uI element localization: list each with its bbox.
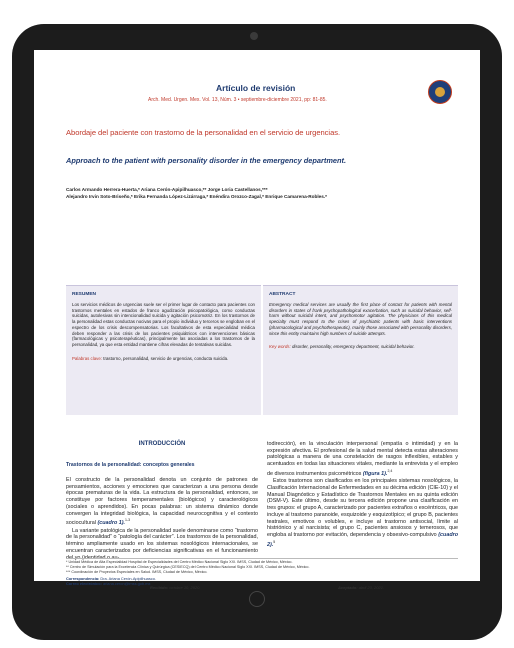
figure-reference: (figura 1). — [362, 470, 388, 477]
email-address[interactable]: ariana.ceron@imss.gob.mx — [102, 581, 151, 586]
column-right — [267, 441, 458, 549]
resumen-heading: RESUMEN — [72, 292, 96, 297]
paragraph-text: todirección), en la vinculación interpersonal (empatía o intimidad) y en la expresión afectiva. El profesional de la salud mental detecta estas alteraciones patológicas a manera de una constelación de rasgos inflexibles, estables y acentuados en todas las situaciones vitales, mediante la entrevista y el empleo de diversos instrumentos psicométricos — [267, 441, 458, 477]
resumen-box — [66, 285, 261, 415]
table-reference: (cuadro 2). — [267, 531, 459, 548]
email — [66, 581, 366, 586]
abstract-text: Emergency medical services are usually the first place of contact for patients with mental disorders in states of frank psychopathological exacerbation, such as suicidal behavior, self-harm without suicidal intent, and psychomotor agitation. The physicians of this medical specialty must respond to the crises of psychiatric patients with basic interventions (pharmacological and psychotherapeutic), mainly those associated with personality disorders, since this entity maintains high numbers of suicide attempts. — [269, 302, 452, 336]
paragraph — [66, 528, 258, 562]
paragraph-text: El constructo de la personalidad denota un conjunto de patrones de pensamientos, acciones y emociones que caracterizan a una persona desde épocas prematuras de la vida. La estructura de la personalidad, entonces, se constituye por factores temperamentales (biológicos) y caracterológicos (sociales o aprendidos). En pocas palabras: un sistema dinámico donde convergen la integridad biológica, la capacidad neurocognitiva y el contexto sociocultural — [66, 477, 258, 527]
home-button[interactable] — [249, 591, 265, 607]
correspondence-label: Correspondencia: — [66, 576, 100, 581]
keywords-label: Key words: — [269, 344, 291, 350]
abstract-heading: ABSTRACT — [269, 292, 296, 297]
accepted-label: Aceptado: — [338, 585, 358, 590]
paragraph-text: Estos trastornos son clasificados en los principales sistemas nosológicos, la Clasificación Internacional de Enfermedades en su décima edición (CIE-10) y el Manual Diagnóstico y Estadístico de Trastornos Mentales en su quinta edición (DSM-V). Este último, desde su tercera edición propone una clasificación en tres grupos: el grupo A, caracterizado por pacientes extraños o excéntricos, que incluye al trastorno paranoide, esquizoide y esquizotípico; el grupo B, pacientes teatrales, emotivos o volubles, e incluye al trastorno antisocial, límite al histriónico y al narcisista; el grupo C, pacientes ansiosos y temerosos, que engloba al trastorno por evitación, dependencia y obsesivo-compulsivo — [267, 478, 458, 538]
received-value: octubre 10, 2020. — [169, 585, 201, 590]
received-date — [150, 585, 201, 590]
accepted-value: abril 23, 2021. — [358, 585, 385, 590]
citation-superscript: 1-3 — [125, 518, 131, 523]
table-reference: (cuadro 1). — [97, 520, 126, 527]
received-label: Recibido: — [150, 585, 169, 590]
screen — [34, 50, 480, 581]
intro-heading: INTRODUCCIÓN — [138, 441, 186, 447]
keywords-label: Palabras clave: — [72, 355, 103, 361]
section-label: Artículo de revisión — [216, 83, 296, 93]
footnote-3: *** Coordinación de Proyectos Especiales en Salud. IMSS, Ciudad de México, México. — [66, 570, 208, 574]
citation: Arch. Med. Urgen. Mex. Vol. 13, Núm. 3 • septiembre-diciembre 2021, pp: 81-85. — [148, 97, 327, 103]
correspondence-name: Dra. Ariana Cerón-Apipilhuasco. — [100, 576, 156, 581]
resumen-text: Los servicios médicos de urgencias suele ser el primer lugar de contacto para pacientes con trastornos mentales en estados de franco agudización psicopatológica, como conductas suicidas, autolesivas sin intencionalidad suicida y agitación psicomotriz. En los trastornos de la personalidad estas conductas nocivas para el propio individuo y terceros se engloban en el espectro de los crisis descompensatorias. Los facultativos de esta especialidad médica deben responder a las crisis de los pacientes psiquiátricos con intervenciones básicas (farmacológicas y psicoterapéuticas), principalmente las asociadas a los trastornos de la personalidad, ya que esta entidad mantiene cifras elevadas de tentativas suicidas. — [72, 302, 255, 347]
journal-seal-logo — [428, 80, 452, 104]
resumen-keywords — [72, 356, 255, 362]
journal-page — [66, 58, 458, 578]
paragraph-text: La variante patológica de la personalidad suele denominarse como “trastorno de la personalidad” o “patología del carácter”. Los trastornos de la personalidad, término ampliamente usado en los sistemas nosológicos internacionales, se encuentran caracterizados por deficiencias significativas en el funcionamiento del yo (identidad o au- — [66, 527, 258, 561]
authors-line-1: Carlos Armando Herrera-Huerta,* Ariana Cerón-Apipilhuasco,** Jorge Loria Castellanos,*** — [66, 187, 268, 192]
accepted-date — [338, 585, 384, 590]
authors — [66, 186, 458, 200]
front-camera — [250, 32, 258, 40]
authors-line-2: Alejandro Irvin Soto-Briseño,* Erika Fernanda López-Lizárraga,* Enéndira Orozco-Zagal,* Enrique Camarena-Robles.* — [66, 194, 327, 199]
citation-superscript: 2,4 — [387, 468, 393, 473]
footnotes — [66, 560, 458, 575]
paragraph — [66, 477, 258, 527]
abstract-box — [263, 285, 458, 415]
paragraph — [267, 478, 458, 548]
keywords-text: trastorno, personalidad, servicio de urgencias, conducta suicida. — [103, 355, 229, 361]
footnote-divider — [66, 558, 458, 559]
citation-superscript: 5 — [273, 539, 276, 544]
abstract-keywords — [269, 344, 452, 350]
intro-subheading: Trastornos de la personalidad: conceptos generales — [66, 462, 195, 468]
title-english: Approach to the patient with personality disorder in the emergency department. — [66, 156, 347, 165]
column-left — [66, 477, 258, 562]
footnote-2: ** Centro de Simulación para la Excelencia Clínica y Quirúrgica (CESIECQ) del Centro Médico Nacional Siglo XXI. IMSS, Ciudad de México, México. — [66, 565, 310, 569]
email-label: Correo electrónico: — [66, 581, 102, 586]
paragraph — [267, 441, 458, 477]
keywords-text: disorder, personality, emergency department, suicidal behavior. — [291, 344, 415, 350]
footnote-1: * Unidad Médica de Alta Especialidad Hospital de Especialidades del Centro Médico Nacional Siglo XXI. IMSS, Ciudad de México, México. — [66, 560, 293, 564]
title-spanish: Abordaje del paciente con trastorno de la personalidad en el servicio de urgencias. — [66, 128, 341, 137]
